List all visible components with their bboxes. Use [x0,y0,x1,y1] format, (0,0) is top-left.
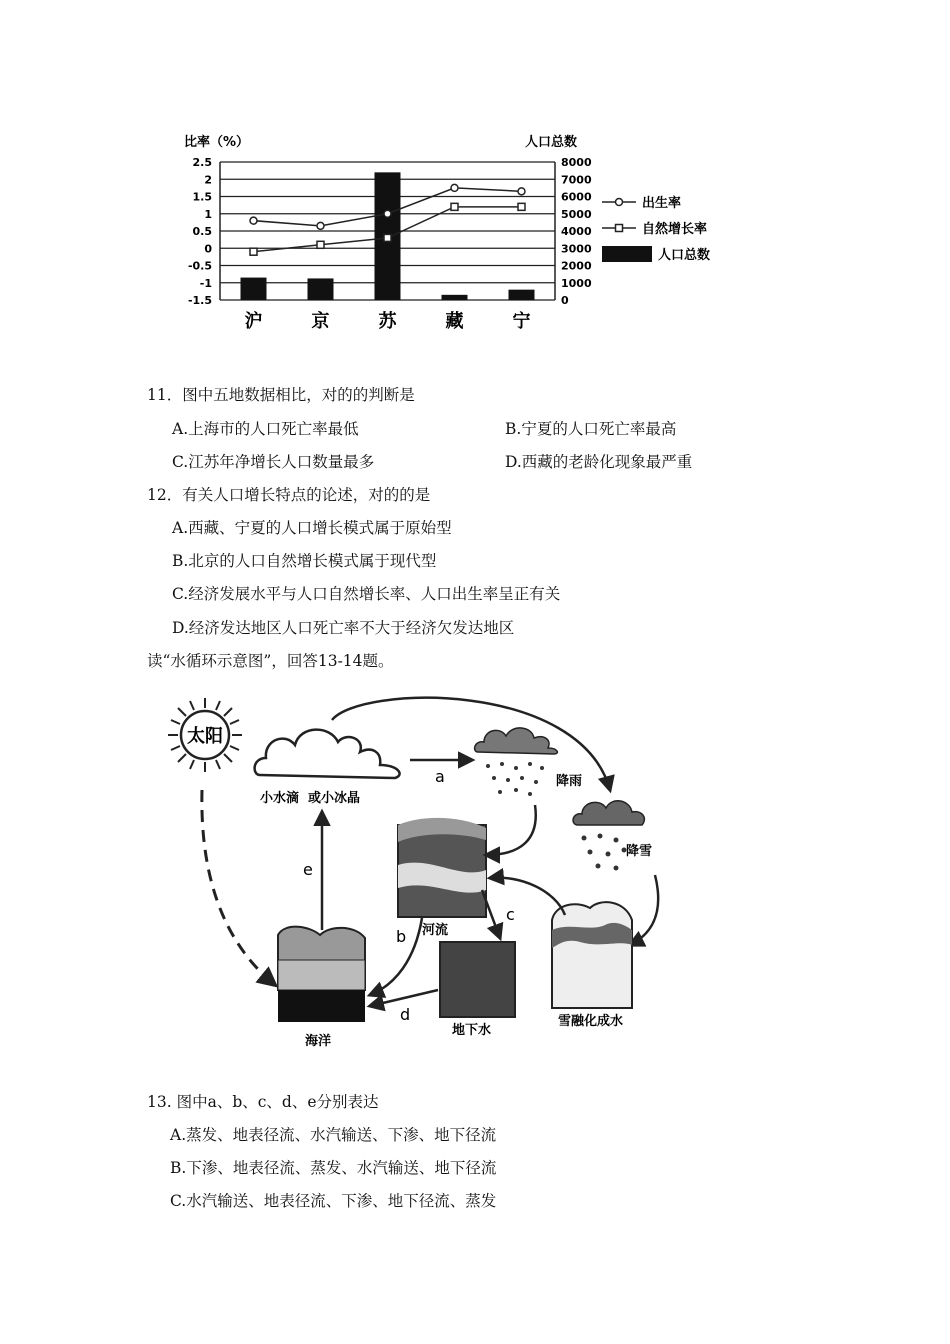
snow-label: 降雪 [626,844,653,859]
question-13-option-b: B.下渗、地表径流、蒸发、水汽输送、地下径流 [170,1159,497,1177]
legend-swatch [602,246,652,262]
question-13-option-c: C.水汽输送、地表径流、下渗、地下径流、蒸发 [170,1192,497,1210]
question-12-stem: 12．有关人口增长特点的论述，对的的是 [147,486,431,504]
category-label: 苏 [378,311,397,332]
sun-label: 太阳 [187,726,223,747]
category-label: 沪 [244,311,263,332]
y-left-tick-label: 2.5 [192,156,212,169]
sun-to-ocean-arrow [202,790,275,985]
point-自然增长率 [317,241,324,248]
water-cycle-diagram [160,690,680,1065]
rain-to-river-arrow [486,805,536,855]
y-right-tick-label: 2000 [561,259,592,273]
point-自然增长率 [451,203,458,210]
cloud-icon [255,730,400,778]
rain-label: 降雨 [556,774,583,789]
point-出生率 [250,217,257,224]
point-出生率 [384,210,391,217]
point-出生率 [518,188,525,195]
question-13-stem: 13. 图中a、b、c、d、e分别表达 [147,1093,379,1111]
legend-label: 出生率 [642,196,682,211]
y-left-tick-label: -0.5 [187,259,212,273]
question-11-option-b: B.宁夏的人口死亡率最高 [505,420,677,438]
question-11-stem: 11．图中五地数据相比，对的的判断是 [147,386,415,404]
legend-marker [616,199,623,206]
rain-icon [475,728,558,796]
y-right-tick-label: 1000 [561,276,592,290]
category-label: 京 [311,311,330,332]
category-label: 藏 [445,311,464,332]
question-12-option-b: B.北京的人口自然增长模式属于现代型 [172,552,437,570]
point-出生率 [317,222,324,229]
y-right-tick-label: 7000 [561,173,592,187]
bar-沪 [241,278,267,300]
question-11-option-c: C.江苏年净增长人口数量最多 [172,453,375,471]
ocean-label: 海洋 [305,1034,332,1049]
question-12-option-a: A.西藏、宁夏的人口增长模式属于原始型 [172,519,452,537]
y-left-tick-label: 1.5 [192,190,212,204]
y-right-tick-label: 5000 [561,207,592,221]
population-chart-svg [170,120,740,345]
population-chart [170,120,740,345]
question-11-option-a: A.上海市的人口死亡率最低 [172,420,359,438]
melt-to-river-arrow [490,878,565,915]
question-11-option-d: D.西藏的老龄化现象最严重 [505,453,693,471]
point-自然增长率 [384,234,391,241]
water-cycle-svg [160,690,680,1065]
y-right-tick-label: 6000 [561,190,592,204]
y-left-tick-label: -1.5 [187,294,212,307]
river-label: 河流 [422,923,449,938]
point-自然增长率 [250,248,257,255]
letter-c: c [506,905,515,924]
y-left-tick-label: 2 [204,173,212,187]
legend-label: 人口总数 [658,248,711,263]
y-left-tick-label: 0 [204,242,212,256]
letter-e: e [303,860,313,879]
y-left-tick-label: -1 [199,276,212,290]
snow-icon [573,801,644,871]
question-13-option-a: A.蒸发、地表径流、水汽输送、下渗、地下径流 [170,1126,497,1144]
y-right-tick-label: 3000 [561,242,592,256]
question-12-option-c: C.经济发展水平与人口自然增长率、人口出生率呈正有关 [172,585,561,603]
bar-藏 [442,295,468,300]
cloud-label: 小水滴 或小冰晶 [260,791,361,806]
river-icon [398,818,486,917]
y-right-tick-label: 8000 [561,156,592,169]
legend-marker [616,225,623,232]
groundwater-icon [440,942,515,1017]
snow-to-melt-arrow [630,875,658,945]
letter-b: b [396,927,407,946]
arrow-d [370,990,438,1006]
y-left-tick-label: 1 [204,207,212,221]
y-left-axis-label: 比率（%） [184,135,250,150]
y-left-tick-label: 0.5 [192,225,212,238]
bar-京 [308,278,334,300]
point-出生率 [451,184,458,191]
y-right-tick-label: 0 [561,294,569,307]
category-label: 宁 [512,311,531,332]
ocean-icon [278,927,365,1022]
letter-d: d [400,1005,411,1024]
y-right-tick-label: 4000 [561,225,592,238]
snowmelt-icon [552,902,632,1008]
snowmelt-label: 雪融化成水 [558,1014,624,1029]
groundwater-label: 地下水 [452,1023,492,1038]
letter-a: a [435,767,445,786]
question-12-option-d: D.经济发达地区人口死亡率不大于经济欠发达地区 [172,619,515,637]
bar-宁 [509,290,535,300]
legend-label: 自然增长率 [642,222,708,237]
y-right-axis-label: 人口总数 [525,135,578,150]
point-自然增长率 [518,203,525,210]
diagram-intro: 读“水循环示意图”，回答13-14题。 [147,652,394,670]
